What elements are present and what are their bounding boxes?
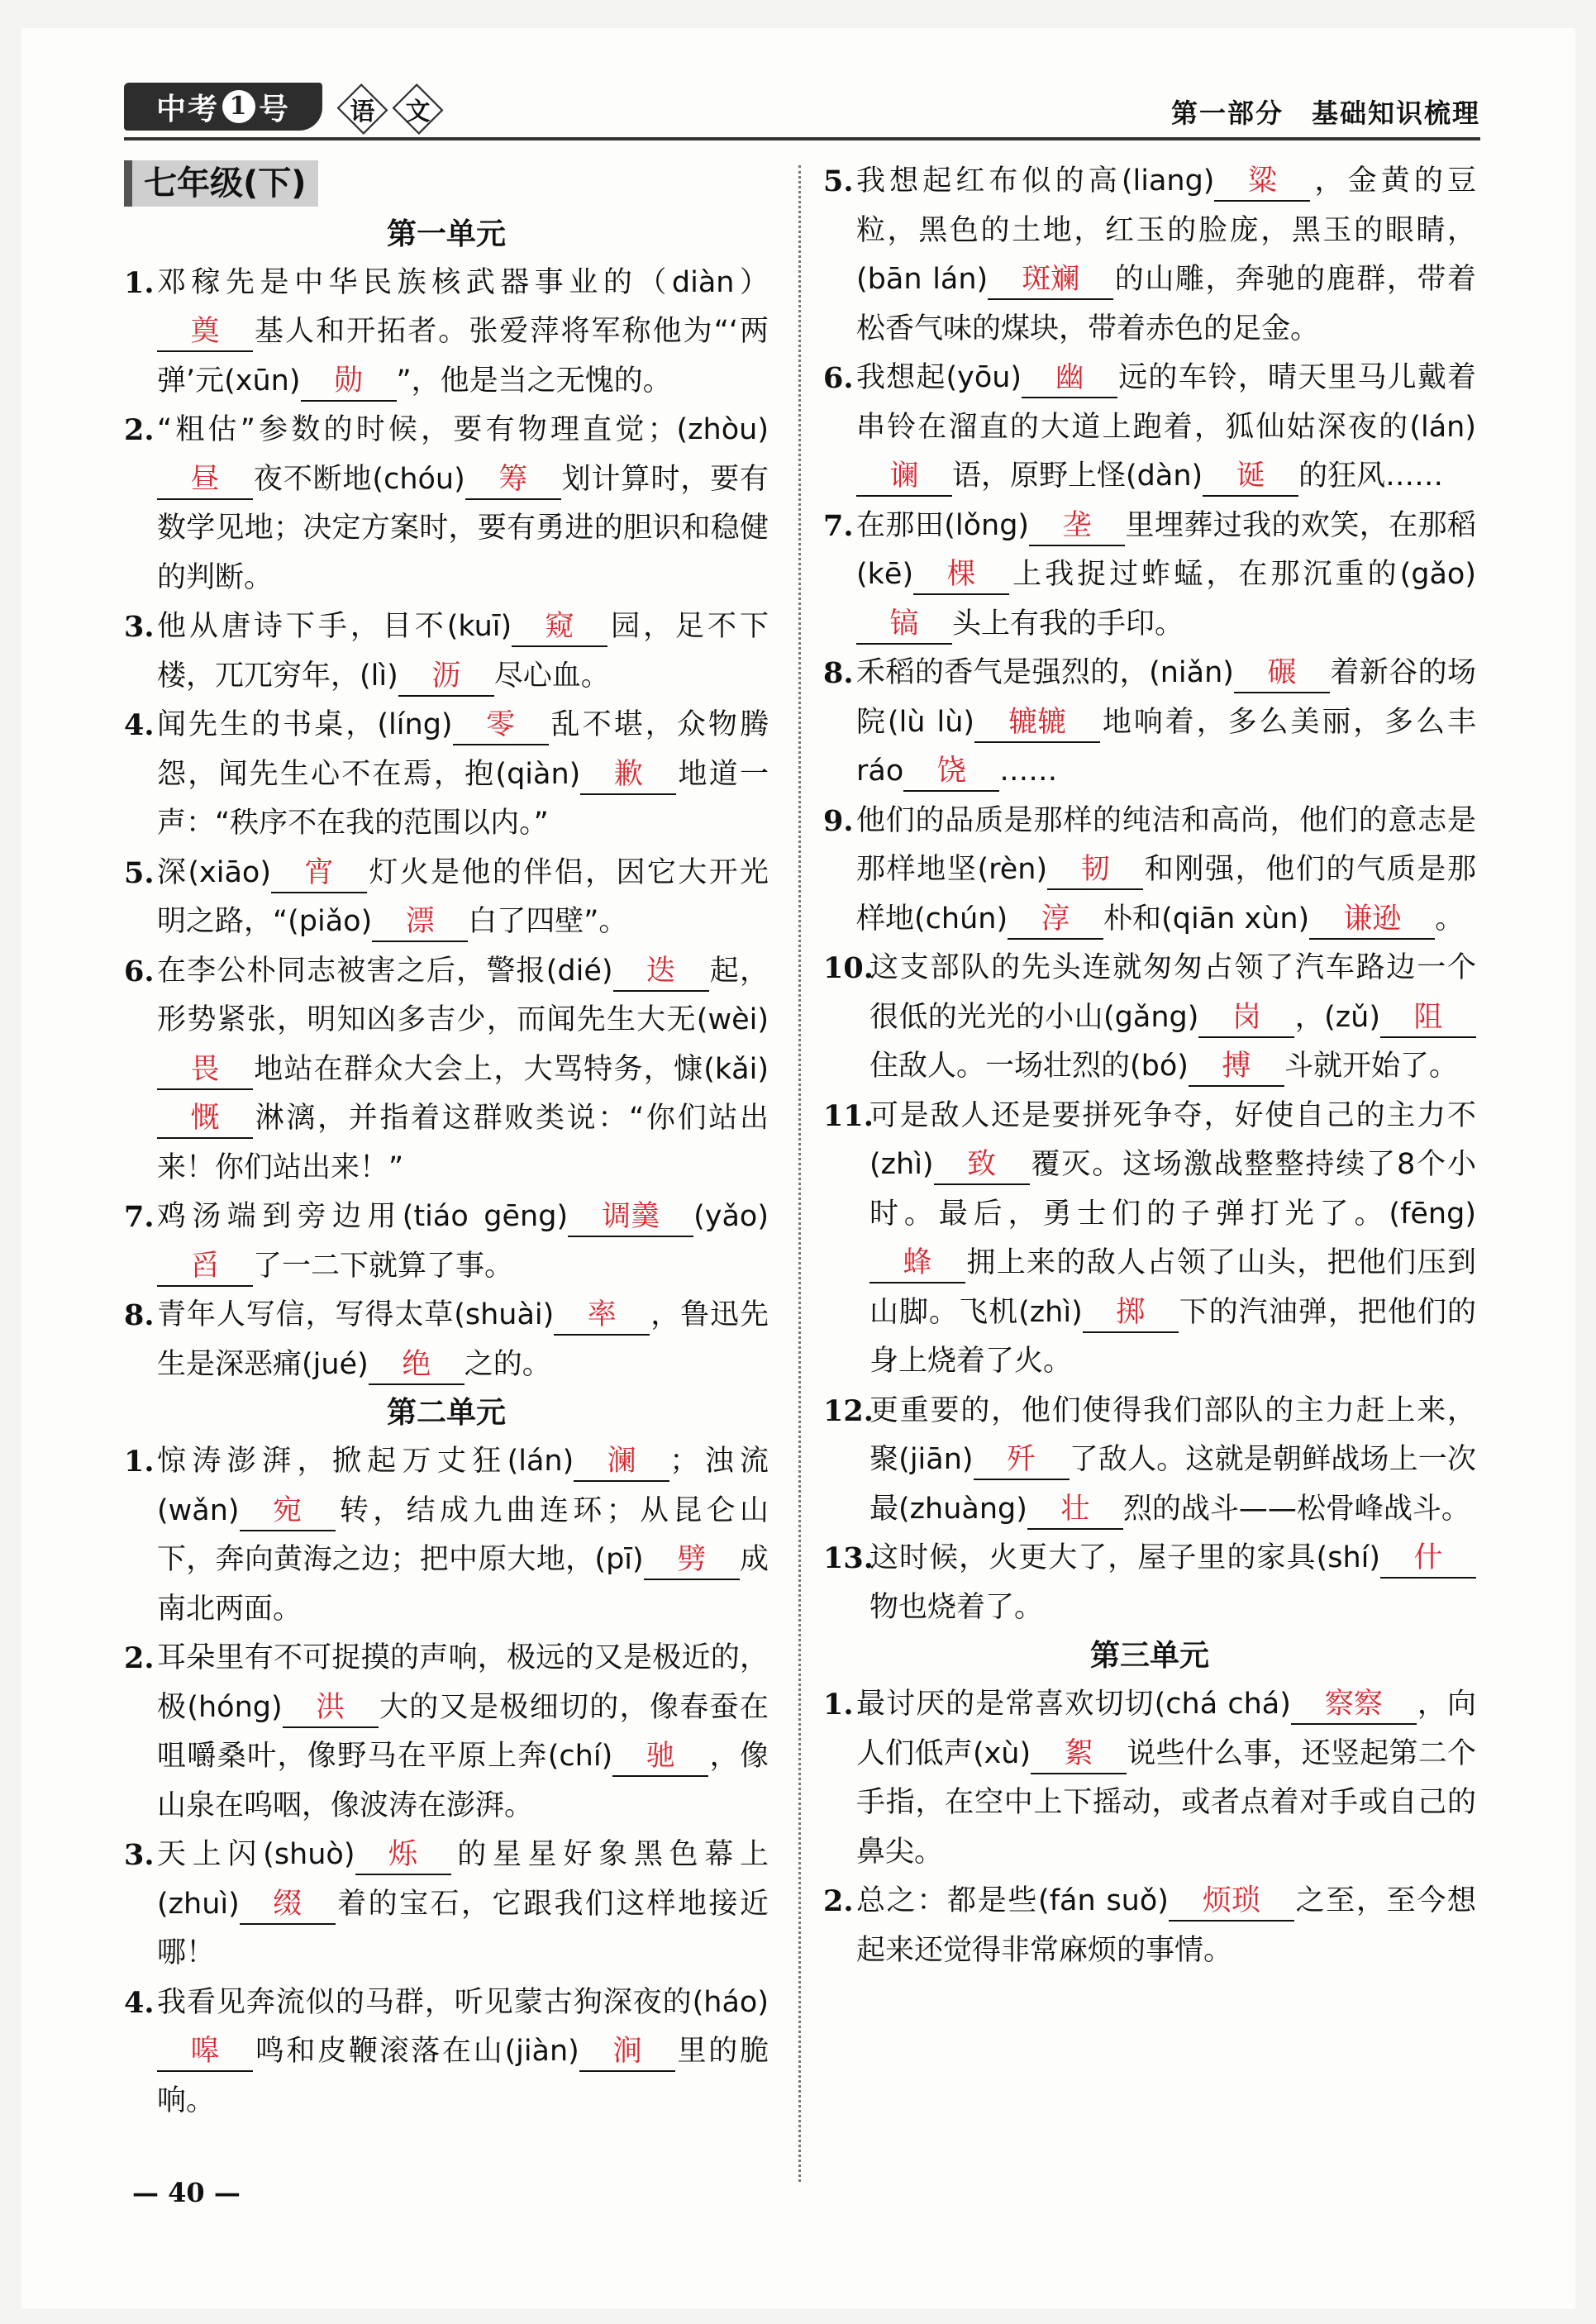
question-text: 转，结成九曲连环；从昆仑山下，奔向黄海之边；把中原大地，(pī) <box>157 1493 769 1576</box>
answer-blank: 调羹 <box>568 1198 693 1237</box>
answer-blank: 缀 <box>240 1885 336 1925</box>
unit-heading: 第一单元 <box>386 217 506 251</box>
question-text: 里的脆响。 <box>157 2035 769 2117</box>
question-item <box>124 1831 769 1979</box>
question-item <box>823 797 1476 945</box>
question-item <box>124 1979 769 2126</box>
answer-blank: 零 <box>453 706 549 745</box>
answer-blank: 劈 <box>644 1541 740 1580</box>
question-item <box>124 1291 769 1389</box>
answer-blank: 掷 <box>1083 1293 1179 1333</box>
question-number: 3. <box>124 610 155 644</box>
answer-blank: 驰 <box>612 1737 708 1777</box>
question-number: 2. <box>124 413 155 447</box>
answer-blank: 谦逊 <box>1309 900 1435 940</box>
answer-blank: 宵 <box>271 854 367 893</box>
answer-blank: 棵 <box>913 555 1009 595</box>
question-text: (yǎo) <box>693 1200 769 1233</box>
answer-blank: 阻 <box>1380 998 1476 1038</box>
question-text: 天上闪(shuò) <box>157 1838 355 1871</box>
question-text: 覆灭。这场激战整整持续了8个小时。最后，勇士们的子弹打光了。(fēng) <box>869 1148 1476 1231</box>
section-title: 第一部分 基础知识梳理 <box>1170 98 1480 129</box>
answer-blank: 歼 <box>974 1441 1070 1480</box>
question-text: 起，形势紧张，明知凶多吉少，而闻先生大无(wèi) <box>157 954 769 1036</box>
answer-blank: 搏 <box>1189 1047 1284 1087</box>
question-text: 上我捉过蚱蜢，在那沉重的(gǎo) <box>1009 558 1476 591</box>
answer-blank: 沥 <box>398 657 494 697</box>
answer-blank: 诞 <box>1203 457 1298 497</box>
answer-blank: 烦琐 <box>1169 1882 1294 1922</box>
question-item <box>823 1877 1476 1975</box>
answer-blank: 宛 <box>240 1492 336 1531</box>
question-text: 更重要的，他们使得我们部队的主力赶上来，聚(jiān) <box>869 1393 1476 1476</box>
question-item <box>823 1534 1476 1632</box>
question-item <box>124 602 769 701</box>
question-text: 头上有我的手印。 <box>952 607 1184 641</box>
question-text: 了一二下就算了事。 <box>253 1249 514 1283</box>
question-number: 5. <box>823 164 854 198</box>
question-number: 2. <box>124 1641 155 1675</box>
answer-blank: 辘辘 <box>974 703 1100 743</box>
question-text: “粗估”参数的时候，要有物理直觉；(zhòu) <box>157 413 769 446</box>
question-text: …… <box>999 755 1058 788</box>
answer-blank: 镐 <box>856 605 952 645</box>
question-text: 着新谷的场院(lù lù) <box>856 656 1476 739</box>
answer-blank: 洪 <box>283 1688 379 1728</box>
unit-heading: 第二单元 <box>386 1396 506 1430</box>
question-number: 13. <box>823 1541 874 1575</box>
question-number: 7. <box>124 1200 155 1234</box>
question-text: 乱不堪，众物腾怨，闻先生心不在焉，抱(qiàn) <box>157 708 769 791</box>
question-text: 大的又是极细切的，像春蚕在咀嚼桑叶，像野马在平原上奔(chí) <box>157 1690 769 1773</box>
question-item <box>823 502 1476 650</box>
answer-blank: 勋 <box>301 362 397 402</box>
question-text: 他们的品质是那样的纯洁和高尚，他们的意志是那样地坚(rèn) <box>856 803 1476 886</box>
question-text: 的星星好象黑色幕上(zhuì) <box>157 1838 769 1921</box>
question-text: 最讨厌的是常喜欢切切(chá chá) <box>856 1688 1291 1721</box>
question-text: ，(zǔ) <box>1294 1000 1380 1034</box>
question-item <box>124 1193 769 1291</box>
answer-blank: 漂 <box>372 902 468 942</box>
answer-blank: 垄 <box>1029 507 1125 546</box>
answer-blank: 壮 <box>1027 1490 1123 1530</box>
question-text: 之至，至今想起来还觉得非常麻烦的事情。 <box>856 1884 1476 1967</box>
question-text: 这时候，火更大了，屋子里的家具(shí) <box>869 1541 1380 1574</box>
question-number: 2. <box>823 1884 854 1918</box>
question-text: ；浊流(wǎn) <box>157 1445 769 1527</box>
answer-blank: 奠 <box>157 312 253 352</box>
question-number: 5. <box>124 855 155 890</box>
question-number: 4. <box>124 1985 155 2020</box>
question-text: 闻先生的书桌，(líng) <box>157 708 453 741</box>
question-text: 灯火是他的伴侣，因它大开光明之路，“(piǎo) <box>157 855 769 938</box>
question-text: 说些什么事，还竖起第二个手指，在空中上下摇动，或者点着对手或自己的鼻尖。 <box>856 1736 1476 1869</box>
question-item <box>823 157 1476 354</box>
answer-blank: 岗 <box>1198 998 1294 1038</box>
question-item <box>823 354 1476 502</box>
answer-blank: 絮 <box>1031 1735 1127 1774</box>
question-text: 基人和开拓者。张爱萍将军称他为“‘两弹’元(xūn) <box>157 315 769 398</box>
question-number: 3. <box>124 1838 155 1872</box>
answer-blank: 绝 <box>369 1345 465 1385</box>
answer-blank: 饶 <box>903 752 999 792</box>
answer-blank: 舀 <box>157 1247 253 1287</box>
answer-blank: 烁 <box>355 1836 451 1875</box>
question-text: 我看见奔流似的马群，听见蒙古狗深夜的(háo) <box>157 1985 769 2019</box>
question-text: 的狂风…… <box>1298 460 1444 493</box>
question-text: 这支部队的先头连就匆匆占领了汽车路边一个很低的光光的小山(gǎng) <box>869 951 1476 1034</box>
question-text: 邓稼先是中华民族核武器事业的（diàn） <box>157 265 769 299</box>
header-rule <box>124 137 1480 140</box>
answer-blank: 率 <box>554 1296 650 1336</box>
question-text: ，鲁迅先生是深恶痛(jué) <box>157 1298 769 1381</box>
question-text: 淋漓，并指着这群败类说：“你们站出来！你们站出来！” <box>157 1102 769 1184</box>
question-item <box>124 1634 769 1831</box>
question-text: 深(xiāo) <box>157 855 271 889</box>
question-number: 11. <box>823 1098 874 1133</box>
question-number: 8. <box>823 656 854 690</box>
page-number: — 40 — <box>132 2177 241 2208</box>
answer-blank: 粱 <box>1214 162 1310 202</box>
answer-blank: 慨 <box>157 1099 253 1139</box>
question-text: ，金黄的豆粒，黑色的土地，红玉的脸庞，黑玉的眼睛，(bān lán) <box>856 164 1476 296</box>
question-text: 惊涛澎湃，掀起万丈狂(lán) <box>157 1445 574 1478</box>
question-item <box>124 947 769 1193</box>
question-number: 10. <box>823 951 874 985</box>
left-column <box>124 157 769 2126</box>
question-text: ，向人们低声(xù) <box>856 1688 1476 1770</box>
question-number: 8. <box>124 1298 155 1332</box>
answer-blank: 碾 <box>1234 654 1330 693</box>
question-text: 朴和(qiān xùn) <box>1103 902 1310 936</box>
question-text: 耳朵里有不可捉摸的声响，极远的又是极近的，极(hóng) <box>157 1641 769 1724</box>
question-number: 7. <box>823 508 854 543</box>
question-text: 物也烧着了。 <box>869 1590 1044 1624</box>
question-text: 语，原野上怪(dàn) <box>952 460 1203 493</box>
question-text: 下的汽油弹，把他们的身上烧着了火。 <box>869 1295 1476 1378</box>
answer-blank: 幽 <box>1022 359 1117 398</box>
grade-heading: 七年级(下) <box>124 160 318 207</box>
answer-blank: 淳 <box>1008 900 1103 940</box>
question-number: 12. <box>823 1393 874 1428</box>
question-item <box>823 1680 1476 1877</box>
question-text: 之的。 <box>464 1347 551 1381</box>
question-text: 远的车铃，晴天里马儿戴着串铃在溜直的大道上跑着，狐仙姑深夜的(lán) <box>856 361 1476 444</box>
question-text: 地道一声：“秩序不在我的范围以内。” <box>157 757 769 840</box>
answer-blank: 澜 <box>574 1442 669 1482</box>
answer-blank: 蜂 <box>869 1244 965 1283</box>
question-item <box>124 406 769 602</box>
question-text: 成南北两面。 <box>157 1543 769 1626</box>
unit-heading: 第三单元 <box>1089 1639 1209 1673</box>
question-text: 禾稻的香气是强烈的，(niǎn) <box>856 656 1234 689</box>
question-number: 1. <box>124 265 155 300</box>
question-text: 。 <box>1435 902 1465 936</box>
question-text: 住敌人。一场壮烈的(bó) <box>869 1050 1189 1083</box>
right-column <box>823 157 1476 1975</box>
question-number: 1. <box>124 1445 155 1479</box>
question-text: ，像山泉在呜咽，像波涛在澎湃。 <box>157 1740 769 1822</box>
question-text: 里埋葬过我的欢笑，在那稻(kē) <box>856 508 1476 591</box>
answer-blank: 谰 <box>856 457 952 497</box>
question-text: 的山雕，奔驰的鹿群，带着松香气味的煤块，带着赤色的足金。 <box>856 263 1476 345</box>
question-text: 地站在群众大会上，大骂特务，慷(kǎi) <box>253 1052 769 1086</box>
question-item <box>823 1092 1476 1387</box>
column-divider <box>798 165 801 2182</box>
question-text: 着的宝石，它跟我们这样地接近哪！ <box>157 1887 769 1969</box>
question-text: 拥上来的敌人占领了山头，把他们压到山脚。飞机(zhì) <box>869 1246 1476 1329</box>
question-text: 地响着，多么美丽，多么丰 ráo <box>856 705 1476 788</box>
answer-blank: 筹 <box>465 460 561 500</box>
question-number: 4. <box>124 708 155 742</box>
answer-blank: 迭 <box>613 952 709 992</box>
question-item <box>124 701 769 849</box>
answer-blank: 韧 <box>1047 850 1143 890</box>
question-item <box>124 1437 769 1634</box>
question-number: 9. <box>823 803 854 838</box>
question-item <box>823 944 1476 1092</box>
question-text: 划计算时，要有数学见地；决定方案时，要有勇进的胆识和稳健的判断。 <box>157 462 769 594</box>
subject-badge: 语 文 <box>337 86 443 129</box>
question-text: 鸡汤端到旁边用(tiáo gēng) <box>157 1200 569 1233</box>
answer-blank: 涧 <box>579 2032 675 2072</box>
question-item <box>823 1387 1476 1535</box>
question-text: 在李公朴同志被害之后，警报(dié) <box>157 954 613 988</box>
question-text: ”，他是当之无愧的。 <box>396 364 672 398</box>
question-item <box>124 259 769 407</box>
brand-logo: 中考 1 号 <box>124 83 322 131</box>
question-text: 尽心血。 <box>493 659 610 693</box>
question-text: 我想起红布似的高(liang) <box>856 164 1215 198</box>
question-text: 在那田(lǒng) <box>856 508 1030 542</box>
question-text: 青年人写信，写得太草(shuài) <box>157 1298 555 1331</box>
answer-blank: 歉 <box>580 755 676 795</box>
answer-blank: 什 <box>1380 1539 1476 1579</box>
question-text: 夜不断地(chóu) <box>253 462 465 496</box>
answer-blank: 察察 <box>1291 1685 1417 1725</box>
answer-blank: 致 <box>934 1145 1030 1185</box>
question-text: 和刚强，他们的气质是那样地(chún) <box>856 853 1476 936</box>
question-text: 鸣和皮鞭滚落在山(jiàn) <box>253 2035 579 2068</box>
question-item <box>823 649 1476 797</box>
question-text: 我想起(yōu) <box>856 361 1022 394</box>
answer-blank: 昼 <box>157 460 253 500</box>
answer-blank: 畏 <box>157 1050 253 1090</box>
question-number: 6. <box>124 954 155 988</box>
question-number: 1. <box>823 1688 854 1722</box>
question-text: 园，足不下楼，兀兀穷年，(lì) <box>157 610 769 693</box>
answer-blank: 嗥 <box>157 2032 253 2072</box>
question-number: 6. <box>823 361 854 395</box>
question-text: 他从唐诗下手，目不(kuī) <box>157 610 512 643</box>
question-text: 白了四壁”。 <box>468 905 628 938</box>
answer-blank: 窥 <box>512 607 607 647</box>
question-text: 可是敌人还是要拼死争夺，好使自己的主力不(zhì) <box>869 1098 1476 1181</box>
question-text: 烈的战斗——松骨峰战斗。 <box>1122 1492 1470 1526</box>
question-text: 总之：都是些(fán suǒ) <box>856 1884 1169 1917</box>
answer-blank: 斑斓 <box>988 260 1113 300</box>
question-text: 斗就开始了。 <box>1284 1050 1458 1083</box>
question-item <box>124 849 769 947</box>
question-text: 了敌人。这就是朝鲜战场上一次最(zhuàng) <box>869 1443 1476 1526</box>
